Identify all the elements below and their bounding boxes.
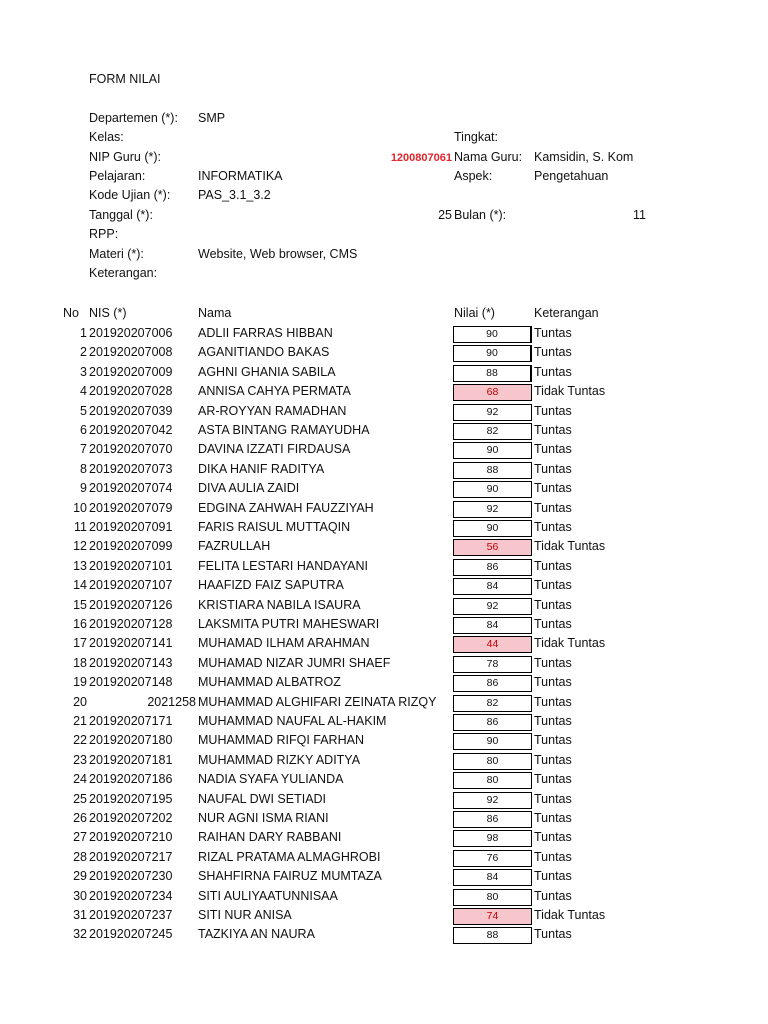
row-nis: 201920207028 xyxy=(89,384,173,398)
row-keterangan: Tuntas xyxy=(534,753,572,767)
row-nis: 201920207099 xyxy=(89,539,173,553)
bulan-label: Bulan (*): xyxy=(454,208,507,222)
row-nama: AR-ROYYAN RAMADHAN xyxy=(198,404,347,418)
row-nis: 201920207202 xyxy=(89,811,173,825)
row-keterangan: Tuntas xyxy=(534,326,572,340)
row-nis: 201920207217 xyxy=(89,850,173,864)
row-nis: 201920207074 xyxy=(89,481,173,495)
row-nis: 201920207171 xyxy=(89,714,173,728)
tingkat-label: Tingkat: xyxy=(454,130,499,144)
row-nis: 201920207148 xyxy=(89,675,173,689)
tanggal-value: 25 xyxy=(438,208,452,222)
row-no: 14 xyxy=(73,578,87,592)
row-nama: TAZKIYA AN NAURA xyxy=(198,927,315,941)
row-no: 24 xyxy=(73,772,87,786)
row-nilai-cell[interactable]: 44 xyxy=(453,636,532,653)
row-keterangan: Tuntas xyxy=(534,850,572,864)
departemen-value: SMP xyxy=(198,111,226,125)
row-nilai-cell[interactable]: 56 xyxy=(453,539,532,556)
row-nis: 201920207126 xyxy=(89,598,173,612)
row-nis: 201920207143 xyxy=(89,656,173,670)
row-no: 32 xyxy=(73,927,87,941)
row-nilai-cell[interactable]: 92 xyxy=(453,404,532,421)
row-keterangan: Tuntas xyxy=(534,365,572,379)
row-nilai-cell[interactable]: 90 xyxy=(453,326,532,343)
row-nama: AGHNI GHANIA SABILA xyxy=(198,365,336,379)
row-no: 7 xyxy=(80,442,87,456)
row-nis: 201920207073 xyxy=(89,462,173,476)
nama-guru-label: Nama Guru: xyxy=(454,150,523,164)
pelajaran-value: INFORMATIKA xyxy=(198,169,283,183)
row-nilai-cell[interactable]: 80 xyxy=(453,889,532,906)
nip-label: NIP Guru (*): xyxy=(89,150,162,164)
row-nilai-cell[interactable]: 80 xyxy=(453,772,532,789)
row-nama: DAVINA IZZATI FIRDAUSA xyxy=(198,442,351,456)
row-nis: 201920207128 xyxy=(89,617,173,631)
row-no: 19 xyxy=(73,675,87,689)
row-keterangan: Tuntas xyxy=(534,733,572,747)
row-nilai-cell[interactable]: 86 xyxy=(453,714,532,731)
row-nama: RIZAL PRATAMA ALMAGHROBI xyxy=(198,850,381,864)
row-nis: 201920207070 xyxy=(89,442,173,456)
row-no: 23 xyxy=(73,753,87,767)
row-nis: 201920207195 xyxy=(89,792,173,806)
row-nis: 201920207234 xyxy=(89,889,173,903)
row-no: 3 xyxy=(80,365,87,379)
row-nilai-cell[interactable]: 88 xyxy=(453,365,532,382)
row-no: 9 xyxy=(80,481,87,495)
row-nilai-cell[interactable]: 82 xyxy=(453,423,532,440)
row-keterangan: Tidak Tuntas xyxy=(534,636,606,650)
row-no: 13 xyxy=(73,559,87,573)
aspek-label: Aspek: xyxy=(454,169,493,183)
row-nilai-cell[interactable]: 84 xyxy=(453,578,532,595)
header-nis: NIS (*) xyxy=(89,306,127,320)
row-nama: MUHAMMAD RIFQI FARHAN xyxy=(198,733,364,747)
row-nis: 201920207245 xyxy=(89,927,173,941)
row-keterangan: Tuntas xyxy=(534,695,572,709)
row-no: 31 xyxy=(73,908,87,922)
row-nama: NAUFAL DWI SETIADI xyxy=(198,792,327,806)
row-nis: 201920207008 xyxy=(89,345,173,359)
row-no: 8 xyxy=(80,462,87,476)
row-nama: FAZRULLAH xyxy=(198,539,271,553)
row-nama: NADIA SYAFA YULIANDA xyxy=(198,772,344,786)
row-no: 27 xyxy=(73,830,87,844)
header-keterangan: Keterangan xyxy=(534,306,599,320)
row-keterangan: Tuntas xyxy=(534,772,572,786)
row-no: 5 xyxy=(80,404,87,418)
row-nama: MUHAMMAD NAUFAL AL-HAKIM xyxy=(198,714,387,728)
row-nilai-cell[interactable]: 92 xyxy=(453,501,532,518)
row-nama: EDGINA ZAHWAH FAUZZIYAH xyxy=(198,501,374,515)
tanggal-label: Tanggal (*): xyxy=(89,208,153,222)
header-nilai: Nilai (*) xyxy=(454,306,495,320)
row-keterangan: Tuntas xyxy=(534,617,572,631)
row-nama: DIVA AULIA ZAIDI xyxy=(198,481,300,495)
row-no: 21 xyxy=(73,714,87,728)
row-nilai-cell[interactable]: 88 xyxy=(453,462,532,479)
row-nilai-cell[interactable]: 92 xyxy=(453,792,532,809)
row-keterangan: Tuntas xyxy=(534,559,572,573)
row-keterangan: Tuntas xyxy=(534,423,572,437)
row-nama: HAAFIZD FAIZ SAPUTRA xyxy=(198,578,344,592)
row-nama: LAKSMITA PUTRI MAHESWARI xyxy=(198,617,380,631)
row-no: 4 xyxy=(80,384,87,398)
kode-ujian-value: PAS_3.1_3.2 xyxy=(198,188,271,202)
aspek-value: Pengetahuan xyxy=(534,169,609,183)
row-nama: MUHAMMAD ALGHIFARI ZEINATA RIZQY xyxy=(198,695,437,709)
row-no: 10 xyxy=(73,501,87,515)
row-no: 25 xyxy=(73,792,87,806)
row-keterangan: Tidak Tuntas xyxy=(534,384,606,398)
departemen-label: Departemen (*): xyxy=(89,111,178,125)
row-nis: 201920207101 xyxy=(89,559,173,573)
row-keterangan: Tidak Tuntas xyxy=(534,539,606,553)
row-nilai-cell[interactable]: 84 xyxy=(453,617,532,634)
row-nama: FARIS RAISUL MUTTAQIN xyxy=(198,520,351,534)
row-nama: FELITA LESTARI HANDAYANI xyxy=(198,559,368,573)
row-nilai-cell[interactable]: 86 xyxy=(453,559,532,576)
row-keterangan: Tuntas xyxy=(534,656,572,670)
row-keterangan: Tuntas xyxy=(534,520,572,534)
row-keterangan: Tuntas xyxy=(534,442,572,456)
row-keterangan: Tuntas xyxy=(534,501,572,515)
row-nilai-cell[interactable]: 82 xyxy=(453,695,532,712)
row-keterangan: Tuntas xyxy=(534,830,572,844)
materi-value: Website, Web browser, CMS xyxy=(198,247,358,261)
row-nilai-cell[interactable]: 90 xyxy=(453,733,532,750)
row-nis: 201920207006 xyxy=(89,326,173,340)
row-nilai-cell[interactable]: 86 xyxy=(453,811,532,828)
row-keterangan: Tuntas xyxy=(534,927,572,941)
row-no: 20 xyxy=(73,695,87,709)
bulan-value: 11 xyxy=(633,208,646,222)
row-nis: 201920207141 xyxy=(89,636,173,650)
row-keterangan: Tuntas xyxy=(534,345,572,359)
row-nilai-cell[interactable]: 78 xyxy=(453,656,532,673)
row-keterangan: Tuntas xyxy=(534,598,572,612)
row-nis: 201920207079 xyxy=(89,501,173,515)
nip-value: 1200807061 xyxy=(390,152,452,164)
row-nama: ASTA BINTANG RAMAYUDHA xyxy=(198,423,370,437)
row-nama: RAIHAN DARY RABBANI xyxy=(198,830,342,844)
row-nama: MUHAMMAD ALBATROZ xyxy=(198,675,341,689)
row-nilai-cell[interactable]: 80 xyxy=(453,753,532,770)
row-no: 18 xyxy=(73,656,87,670)
row-nilai-cell[interactable]: 86 xyxy=(453,675,532,692)
row-no: 11 xyxy=(74,520,87,534)
row-nilai-cell[interactable]: 84 xyxy=(453,869,532,886)
rpp-label: RPP: xyxy=(89,227,119,241)
row-nilai-cell[interactable]: 90 xyxy=(453,345,532,362)
row-nilai-cell[interactable]: 98 xyxy=(453,830,532,847)
row-nama: SHAHFIRNA FAIRUZ MUMTAZA xyxy=(198,869,382,883)
row-keterangan: Tuntas xyxy=(534,869,572,883)
row-no: 2 xyxy=(80,345,87,359)
row-nama: MUHAMMAD RIZKY ADITYA xyxy=(198,753,361,767)
row-nis: 201920207237 xyxy=(89,908,173,922)
row-no: 15 xyxy=(73,598,87,612)
row-nilai-cell[interactable]: 90 xyxy=(453,481,532,498)
row-no: 6 xyxy=(80,423,87,437)
row-keterangan: Tuntas xyxy=(534,792,572,806)
row-nis: 201920207181 xyxy=(89,753,173,767)
row-no: 1 xyxy=(80,326,87,340)
row-no: 17 xyxy=(73,636,87,650)
row-nilai-cell[interactable]: 90 xyxy=(453,520,532,537)
row-nis: 201920207210 xyxy=(89,830,173,844)
row-keterangan: Tuntas xyxy=(534,811,572,825)
row-nilai-cell[interactable]: 90 xyxy=(453,442,532,459)
row-no: 30 xyxy=(73,889,87,903)
row-nama: NUR AGNI ISMA RIANI xyxy=(198,811,329,825)
kode-ujian-label: Kode Ujian (*): xyxy=(89,188,171,202)
row-nis: 201920207180 xyxy=(89,733,173,747)
row-nilai-cell[interactable]: 68 xyxy=(453,384,532,401)
row-no: 26 xyxy=(73,811,87,825)
row-no: 22 xyxy=(73,733,87,747)
form-title: FORM NILAI xyxy=(89,72,161,86)
nama-guru-value: Kamsidin, S. Kom xyxy=(534,150,634,164)
header-no: No xyxy=(63,306,79,320)
row-keterangan: Tuntas xyxy=(534,462,572,476)
row-no: 16 xyxy=(73,617,87,631)
row-keterangan: Tuntas xyxy=(534,404,572,418)
kelas-label: Kelas: xyxy=(89,130,124,144)
row-no: 12 xyxy=(73,539,87,553)
row-nis: 2021258 xyxy=(147,695,196,709)
row-nama: AGANITIANDO BAKAS xyxy=(198,345,330,359)
row-no: 29 xyxy=(73,869,87,883)
row-nis: 201920207039 xyxy=(89,404,173,418)
row-nilai-cell[interactable]: 76 xyxy=(453,850,532,867)
row-nama: ADLII FARRAS HIBBAN xyxy=(198,326,333,340)
row-keterangan: Tuntas xyxy=(534,714,572,728)
row-keterangan: Tidak Tuntas xyxy=(534,908,606,922)
materi-label: Materi (*): xyxy=(89,247,144,261)
row-keterangan: Tuntas xyxy=(534,675,572,689)
row-nis: 201920207230 xyxy=(89,869,173,883)
row-nama: KRISTIARA NABILA ISAURA xyxy=(198,598,361,612)
row-nama: ANNISA CAHYA PERMATA xyxy=(198,384,351,398)
row-nilai-cell[interactable]: 74 xyxy=(453,908,532,925)
row-nis: 201920207042 xyxy=(89,423,173,437)
row-nama: SITI AULIYAATUNNISAA xyxy=(198,889,338,903)
pelajaran-label: Pelajaran: xyxy=(89,169,146,183)
row-nis: 201920207091 xyxy=(89,520,173,534)
row-nilai-cell[interactable]: 88 xyxy=(453,927,532,944)
row-keterangan: Tuntas xyxy=(534,889,572,903)
row-nis: 201920207009 xyxy=(89,365,173,379)
header-nama: Nama xyxy=(198,306,232,320)
row-nama: DIKA HANIF RADITYA xyxy=(198,462,325,476)
row-nama: MUHAMAD ILHAM ARAHMAN xyxy=(198,636,370,650)
row-keterangan: Tuntas xyxy=(534,481,572,495)
row-nama: MUHAMAD NIZAR JUMRI SHAEF xyxy=(198,656,391,670)
row-nama: SITI NUR ANISA xyxy=(198,908,292,922)
row-nis: 201920207107 xyxy=(89,578,173,592)
keterangan-label: Keterangan: xyxy=(89,266,158,280)
row-keterangan: Tuntas xyxy=(534,578,572,592)
row-no: 28 xyxy=(73,850,87,864)
row-nis: 201920207186 xyxy=(89,772,173,786)
row-nilai-cell[interactable]: 92 xyxy=(453,598,532,615)
